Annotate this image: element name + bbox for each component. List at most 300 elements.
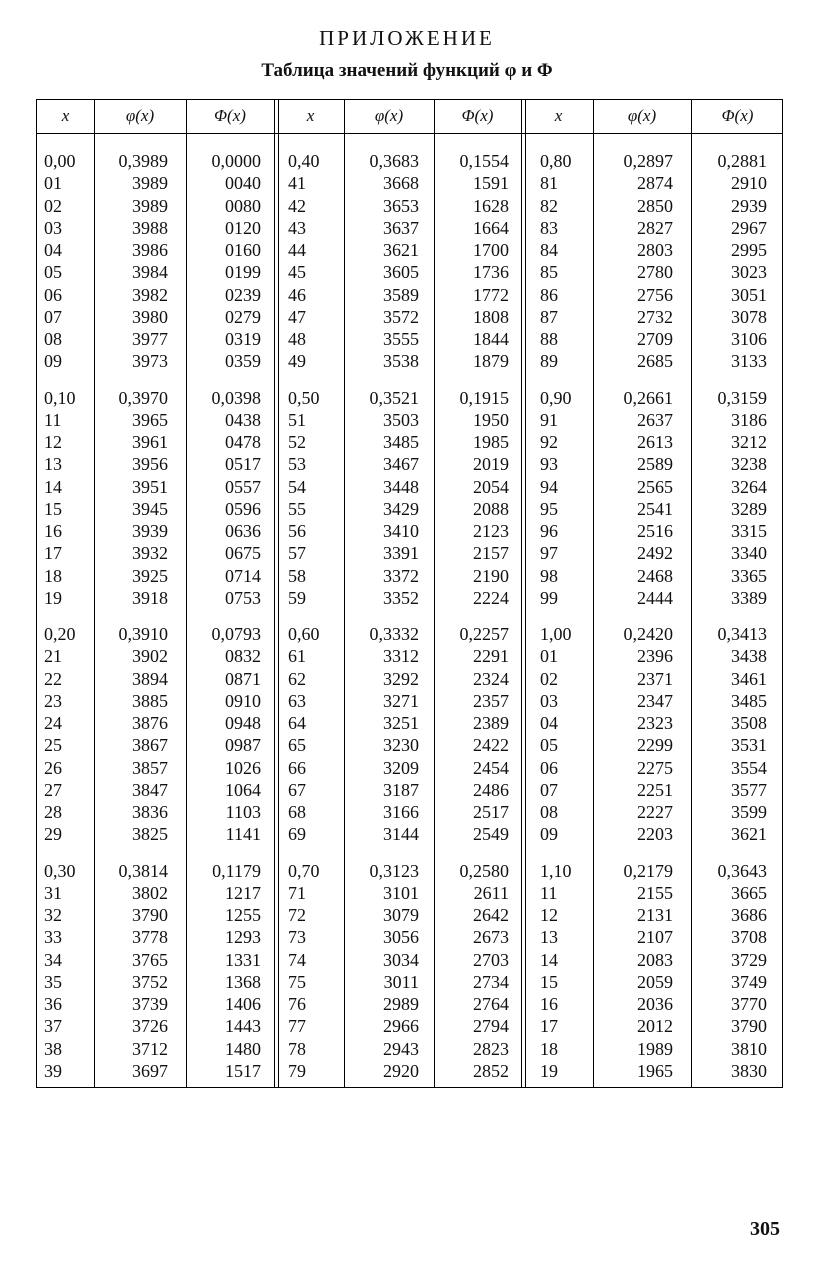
group-gap <box>540 846 590 860</box>
table-cell: 0987 <box>225 735 261 756</box>
table-cell: 08 <box>44 329 62 349</box>
table-cell: 3836 <box>132 802 168 822</box>
table-cell: 2059 <box>637 971 673 992</box>
table-cell: 3802 <box>132 882 168 903</box>
table-cell: 0753 <box>225 587 261 608</box>
table-cell: 3599 <box>731 802 767 822</box>
table-cell: 84 <box>540 240 558 260</box>
table-cell: 3925 <box>132 565 168 586</box>
table-cell: 16 <box>540 994 558 1014</box>
table-cell: 2780 <box>637 262 673 283</box>
table-cell: 0040 <box>225 173 261 194</box>
table-cell: 63 <box>288 690 306 711</box>
table-cell: 2589 <box>637 454 673 475</box>
block-1-Phi-column <box>189 150 261 1082</box>
table-cell: 2541 <box>637 498 673 519</box>
table-cell: 1331 <box>225 949 261 970</box>
table-cell: 1879 <box>473 351 509 372</box>
table-cell: 45 <box>288 262 306 283</box>
table-cell: 13 <box>540 927 558 948</box>
table-cell: 3352 <box>383 587 419 608</box>
table-cell: 3984 <box>132 262 168 283</box>
table-cell: 0,1179 <box>212 860 261 881</box>
table-cell: 07 <box>540 779 558 800</box>
table-cell: 2734 <box>473 971 509 992</box>
table-cell: 3391 <box>383 543 419 564</box>
group-gap <box>437 846 509 860</box>
table-cell: 0,3521 <box>369 387 419 408</box>
values-table <box>36 99 783 1088</box>
table-cell: 2852 <box>473 1060 509 1081</box>
table-cell: 3621 <box>383 240 419 260</box>
table-cell: 54 <box>288 476 306 497</box>
table-cell: 2083 <box>637 949 673 970</box>
group-gap <box>288 609 338 623</box>
table-cell: 3825 <box>132 824 168 845</box>
table-cell: 37 <box>44 1016 62 1037</box>
table-cell: 94 <box>540 476 558 497</box>
table-cell: 3867 <box>132 735 168 756</box>
table-cell: 2454 <box>473 757 509 778</box>
table-cell: 2396 <box>637 646 673 667</box>
table-cell: 2123 <box>473 521 509 541</box>
table-cell: 0,90 <box>540 387 572 408</box>
header-rule <box>37 133 782 134</box>
table-cell: 91 <box>540 409 558 430</box>
table-cell: 76 <box>288 994 306 1014</box>
table-cell: 2613 <box>637 432 673 452</box>
table-cell: 87 <box>540 306 558 327</box>
table-cell: 3056 <box>383 927 419 948</box>
table-cell: 2468 <box>637 565 673 586</box>
group-gap <box>97 846 168 860</box>
table-cell: 1844 <box>473 329 509 349</box>
table-cell: 3438 <box>731 646 767 667</box>
table-cell: 2492 <box>637 543 673 564</box>
table-cell: 62 <box>288 668 306 689</box>
table-cell: 22 <box>44 668 62 689</box>
table-cell: 0,2257 <box>459 624 509 644</box>
table-cell: 2389 <box>473 713 509 733</box>
table-cell: 3982 <box>132 284 168 305</box>
table-cell: 15 <box>540 971 558 992</box>
table-cell: 3589 <box>383 284 419 305</box>
table-cell: 0,1554 <box>459 151 509 171</box>
table-cell: 2685 <box>637 351 673 372</box>
table-cell: 3238 <box>731 454 767 475</box>
table-cell: 66 <box>288 757 306 778</box>
table-cell: 3945 <box>132 498 168 519</box>
table-cell: 3212 <box>731 432 767 452</box>
page-number: 305 <box>750 1218 780 1240</box>
header-phi: φ(x) <box>627 106 657 125</box>
group-gap <box>44 846 89 860</box>
table-title: Таблица значений функций φ и Φ <box>261 60 553 81</box>
table-cell: 3932 <box>132 543 168 564</box>
table-cell: 2611 <box>473 882 509 903</box>
table-cell: 2910 <box>731 173 767 194</box>
table-cell: 93 <box>540 454 558 475</box>
table-cell: 3989 <box>132 195 168 216</box>
table-cell: 2190 <box>473 565 509 586</box>
table-cell: 49 <box>288 351 306 372</box>
table-cell: 02 <box>540 668 558 689</box>
table-cell: 2850 <box>637 195 673 216</box>
table-cell: 2874 <box>637 173 673 194</box>
table-cell: 03 <box>540 690 558 711</box>
group-gap <box>347 609 419 623</box>
table-cell: 55 <box>288 498 306 519</box>
table-cell: 2088 <box>473 498 509 519</box>
table-cell: 1103 <box>225 802 261 822</box>
column-divider <box>691 100 692 1087</box>
table-cell: 1591 <box>473 173 509 194</box>
table-cell: 2203 <box>637 824 673 845</box>
table-cell: 0,3159 <box>717 387 767 408</box>
table-cell: 17 <box>540 1016 558 1037</box>
table-cell: 25 <box>44 735 62 756</box>
block-2-phi-column <box>347 150 419 1082</box>
table-cell: 2347 <box>637 690 673 711</box>
table-cell: 2291 <box>473 646 509 667</box>
table-cell: 3765 <box>132 949 168 970</box>
group-gap <box>97 373 168 387</box>
table-cell: 3508 <box>731 713 767 733</box>
table-cell: 3885 <box>132 690 168 711</box>
table-cell: 41 <box>288 173 306 194</box>
block-3-phi-column <box>596 150 673 1082</box>
table-cell: 3621 <box>731 824 767 845</box>
table-cell: 3209 <box>383 757 419 778</box>
table-cell: 38 <box>44 1038 62 1059</box>
table-cell: 1064 <box>225 779 261 800</box>
header-Phi: Φ(x) <box>461 106 494 125</box>
table-cell: 3790 <box>132 905 168 925</box>
table-cell: 14 <box>540 949 558 970</box>
table-cell: 26 <box>44 757 62 778</box>
table-cell: 75 <box>288 971 306 992</box>
table-cell: 05 <box>540 735 558 756</box>
table-cell: 29 <box>44 824 62 845</box>
table-cell: 0,40 <box>288 151 320 171</box>
table-cell: 3264 <box>731 476 767 497</box>
table-cell: 0,3332 <box>369 624 419 644</box>
table-cell: 09 <box>44 351 62 372</box>
table-cell: 44 <box>288 240 306 260</box>
table-cell: 3989 <box>132 173 168 194</box>
table-cell: 3340 <box>731 543 767 564</box>
table-cell: 3485 <box>731 690 767 711</box>
table-cell: 68 <box>288 802 306 822</box>
table-cell: 48 <box>288 329 306 349</box>
table-cell: 01 <box>540 646 558 667</box>
table-cell: 3951 <box>132 476 168 497</box>
table-cell: 59 <box>288 587 306 608</box>
table-cell: 0,2661 <box>623 387 673 408</box>
table-cell: 3133 <box>731 351 767 372</box>
table-cell: 1255 <box>225 905 261 925</box>
table-cell: 3538 <box>383 351 419 372</box>
header-x: x <box>554 106 563 125</box>
table-cell: 3230 <box>383 735 419 756</box>
block-1-phi-column <box>97 150 168 1082</box>
table-cell: 35 <box>44 971 62 992</box>
table-cell: 69 <box>288 824 306 845</box>
column-divider <box>186 100 187 1087</box>
header-phi: φ(x) <box>374 106 404 125</box>
table-cell: 77 <box>288 1016 306 1037</box>
table-cell: 61 <box>288 646 306 667</box>
table-cell: 1772 <box>473 284 509 305</box>
table-cell: 1700 <box>473 240 509 260</box>
table-cell: 97 <box>540 543 558 564</box>
table-cell: 79 <box>288 1060 306 1081</box>
table-cell: 2131 <box>637 905 673 925</box>
table-cell: 3448 <box>383 476 419 497</box>
table-cell: 2794 <box>473 1016 509 1037</box>
table-cell: 0,2881 <box>717 151 767 171</box>
table-cell: 3106 <box>731 329 767 349</box>
table-cell: 3429 <box>383 498 419 519</box>
table-cell: 3389 <box>731 587 767 608</box>
table-cell: 0239 <box>225 284 261 305</box>
table-cell: 0636 <box>225 521 261 541</box>
table-cell: 95 <box>540 498 558 519</box>
table-cell: 86 <box>540 284 558 305</box>
block-divider <box>521 100 526 1087</box>
table-cell: 03 <box>44 217 62 238</box>
table-cell: 3637 <box>383 217 419 238</box>
table-cell: 3749 <box>731 971 767 992</box>
table-cell: 3902 <box>132 646 168 667</box>
table-cell: 2637 <box>637 409 673 430</box>
table-cell: 74 <box>288 949 306 970</box>
table-cell: 05 <box>44 262 62 283</box>
table-cell: 0160 <box>225 240 261 260</box>
table-cell: 3011 <box>383 971 419 992</box>
table-cell: 1,00 <box>540 624 572 644</box>
table-cell: 0910 <box>225 690 261 711</box>
table-cell: 3372 <box>383 565 419 586</box>
header-Phi: Φ(x) <box>721 106 754 125</box>
column-divider <box>344 100 345 1087</box>
table-cell: 2155 <box>637 882 673 903</box>
table-cell: 33 <box>44 927 62 948</box>
table-cell: 1517 <box>225 1060 261 1081</box>
block-1-x-column <box>44 150 89 1082</box>
table-cell: 1664 <box>473 217 509 238</box>
table-cell: 73 <box>288 927 306 948</box>
table-cell: 2019 <box>473 454 509 475</box>
table-cell: 3857 <box>132 757 168 778</box>
table-cell: 19 <box>44 587 62 608</box>
table-cell: 3271 <box>383 690 419 711</box>
table-cell: 85 <box>540 262 558 283</box>
table-cell: 3980 <box>132 306 168 327</box>
table-cell: 18 <box>540 1038 558 1059</box>
table-cell: 3894 <box>132 668 168 689</box>
table-cell: 3729 <box>731 949 767 970</box>
table-cell: 1985 <box>473 432 509 452</box>
table-cell: 06 <box>44 284 62 305</box>
table-cell: 2054 <box>473 476 509 497</box>
table-cell: 3668 <box>383 173 419 194</box>
header-x: x <box>61 106 70 125</box>
table-cell: 2275 <box>637 757 673 778</box>
page-heading: ПРИЛОЖЕНИЕ <box>319 26 495 50</box>
table-cell: 34 <box>44 949 62 970</box>
table-cell: 0,3413 <box>717 624 767 644</box>
table-cell: 3961 <box>132 432 168 452</box>
table-cell: 46 <box>288 284 306 305</box>
table-cell: 0,2580 <box>459 860 509 881</box>
table-cell: 3312 <box>383 646 419 667</box>
group-gap <box>189 609 261 623</box>
table-cell: 3939 <box>132 521 168 541</box>
table-cell: 3810 <box>731 1038 767 1059</box>
group-gap <box>44 373 89 387</box>
block-3-Phi-column <box>694 150 767 1082</box>
table-cell: 3739 <box>132 994 168 1014</box>
table-cell: 0,3970 <box>118 387 168 408</box>
table-cell: 2516 <box>637 521 673 541</box>
column-divider <box>94 100 95 1087</box>
table-cell: 89 <box>540 351 558 372</box>
table-cell: 0,10 <box>44 387 76 408</box>
table-cell: 3605 <box>383 262 419 283</box>
header-x: x <box>306 106 315 125</box>
table-cell: 39 <box>44 1060 62 1081</box>
table-cell: 15 <box>44 498 62 519</box>
table-cell: 2422 <box>473 735 509 756</box>
table-cell: 0438 <box>225 409 261 430</box>
table-cell: 3956 <box>132 454 168 475</box>
table-cell: 0080 <box>225 195 261 216</box>
table-cell: 83 <box>540 217 558 238</box>
table-cell: 3847 <box>132 779 168 800</box>
table-cell: 2673 <box>473 927 509 948</box>
table-cell: 0359 <box>225 351 261 372</box>
table-cell: 2803 <box>637 240 673 260</box>
table-cell: 12 <box>540 905 558 925</box>
table-cell: 3918 <box>132 587 168 608</box>
table-cell: 72 <box>288 905 306 925</box>
table-cell: 04 <box>540 713 558 733</box>
table-cell: 2371 <box>637 668 673 689</box>
table-cell: 3051 <box>731 284 767 305</box>
table-cell: 3166 <box>383 802 419 822</box>
table-cell: 02 <box>44 195 62 216</box>
group-gap <box>694 846 767 860</box>
table-cell: 88 <box>540 329 558 349</box>
table-cell: 3555 <box>383 329 419 349</box>
table-cell: 23 <box>44 690 62 711</box>
table-cell: 0,2897 <box>623 151 673 171</box>
table-cell: 3965 <box>132 409 168 430</box>
table-cell: 3665 <box>731 882 767 903</box>
table-cell: 71 <box>288 882 306 903</box>
table-cell: 2251 <box>637 779 673 800</box>
table-cell: 3986 <box>132 240 168 260</box>
table-cell: 0596 <box>225 498 261 519</box>
table-cell: 0279 <box>225 306 261 327</box>
table-cell: 3023 <box>731 262 767 283</box>
table-cell: 0,2420 <box>623 624 673 644</box>
table-cell: 27 <box>44 779 62 800</box>
table-cell: 2324 <box>473 668 509 689</box>
block-3-x-column <box>540 150 590 1082</box>
table-cell: 58 <box>288 565 306 586</box>
table-cell: 2323 <box>637 713 673 733</box>
table-cell: 01 <box>44 173 62 194</box>
table-cell: 21 <box>44 646 62 667</box>
table-cell: 0832 <box>225 646 261 667</box>
table-cell: 12 <box>44 432 62 452</box>
table-cell: 3973 <box>132 351 168 372</box>
table-cell: 1480 <box>225 1038 261 1059</box>
table-cell: 2012 <box>637 1016 673 1037</box>
table-cell: 1950 <box>473 409 509 430</box>
table-cell: 3697 <box>132 1060 168 1081</box>
table-cell: 0557 <box>225 476 261 497</box>
table-cell: 16 <box>44 521 62 541</box>
table-cell: 09 <box>540 824 558 845</box>
table-cell: 96 <box>540 521 558 541</box>
table-cell: 0,50 <box>288 387 320 408</box>
table-cell: 3485 <box>383 432 419 452</box>
block-divider <box>274 100 279 1087</box>
group-gap <box>694 609 767 623</box>
table-cell: 32 <box>44 905 62 925</box>
table-cell: 1736 <box>473 262 509 283</box>
table-cell: 0,0000 <box>211 151 261 171</box>
table-cell: 51 <box>288 409 306 430</box>
table-cell: 78 <box>288 1038 306 1059</box>
table-cell: 1293 <box>225 927 261 948</box>
table-cell: 3467 <box>383 454 419 475</box>
group-gap <box>596 609 673 623</box>
table-cell: 0,3643 <box>717 860 767 881</box>
table-cell: 2227 <box>637 802 673 822</box>
table-cell: 3988 <box>132 217 168 238</box>
table-cell: 0,3123 <box>369 860 419 881</box>
table-cell: 3778 <box>132 927 168 948</box>
table-cell: 3079 <box>383 905 419 925</box>
table-cell: 2995 <box>731 240 767 260</box>
table-cell: 0,1915 <box>459 387 509 408</box>
table-cell: 82 <box>540 195 558 216</box>
table-cell: 0120 <box>225 217 261 238</box>
table-cell: 3577 <box>731 779 767 800</box>
table-cell: 1406 <box>225 994 261 1014</box>
table-cell: 0319 <box>225 329 261 349</box>
table-cell: 0,60 <box>288 624 320 644</box>
table-cell: 3572 <box>383 306 419 327</box>
table-cell: 0,30 <box>44 860 76 881</box>
table-cell: 0517 <box>225 454 261 475</box>
table-cell: 0,3683 <box>369 151 419 171</box>
table-cell: 3289 <box>731 498 767 519</box>
table-cell: 2157 <box>473 543 509 564</box>
table-cell: 2703 <box>473 949 509 970</box>
header-Phi: Φ(x) <box>214 106 246 125</box>
table-cell: 28 <box>44 802 62 822</box>
table-cell: 2299 <box>637 735 673 756</box>
table-cell: 3144 <box>383 824 419 845</box>
table-cell: 19 <box>540 1060 558 1081</box>
table-cell: 2565 <box>637 476 673 497</box>
table-cell: 0,2179 <box>623 860 673 881</box>
